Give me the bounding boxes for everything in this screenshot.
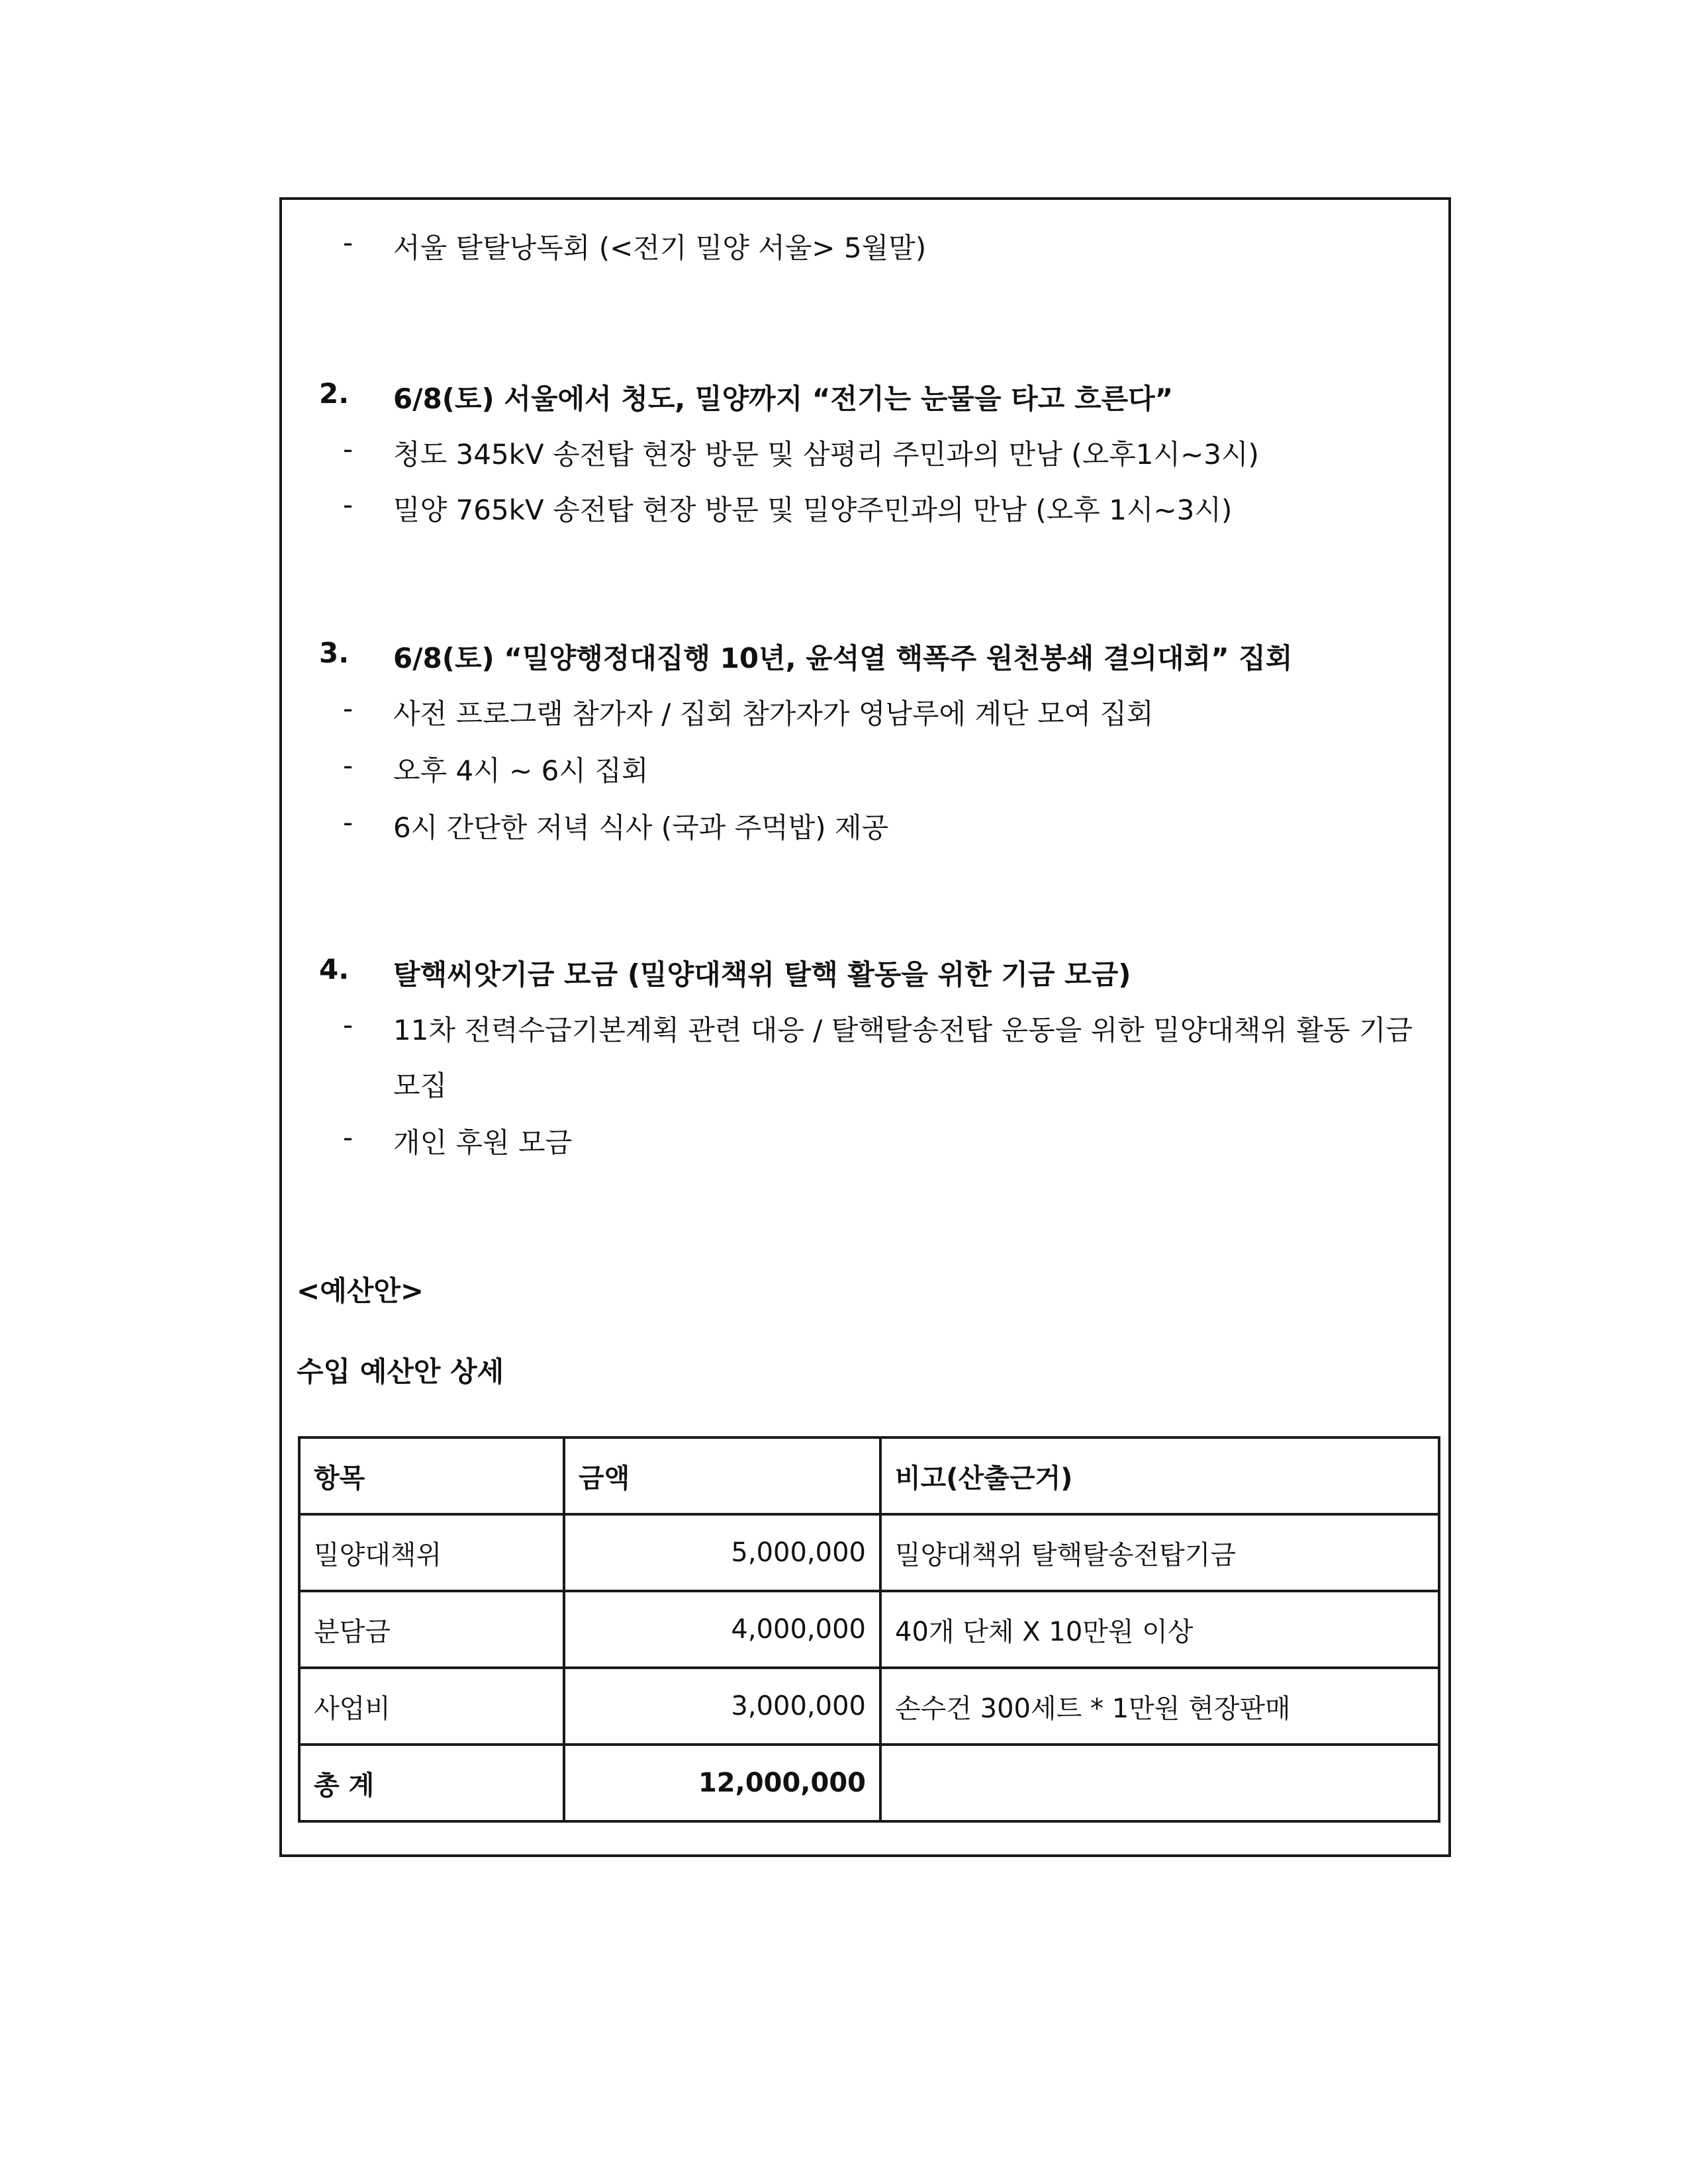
list-item: 밀양 765kV 송전탑 현장 방문 및 밀양주민과의 만남 (오후 1시~3시) <box>393 494 1233 526</box>
budget-subheading: 수입 예산안 상세 <box>297 1355 504 1388</box>
bullet-dash: - <box>343 1121 353 1154</box>
header-amount: 금액 <box>564 1437 880 1514</box>
list-item-continued: 모집 <box>393 1069 447 1102</box>
section-number: 4. <box>319 953 350 985</box>
header-note: 비고(산출근거) <box>880 1437 1439 1514</box>
cell-item: 분담금 <box>299 1591 564 1668</box>
table-header-row <box>299 1437 1439 1514</box>
document-frame <box>279 197 1451 1857</box>
list-item: 사전 프로그램 참가자 / 집회 참가자가 영남루에 계단 모여 집회 <box>393 698 1154 730</box>
table-total-row <box>299 1745 1439 1821</box>
section-title: 탈핵씨앗기금 모금 (밀양대책위 탈핵 활동을 위한 기금 모금) <box>393 958 1131 991</box>
budget-heading: <예산안> <box>297 1275 424 1307</box>
cell-item: 사업비 <box>299 1668 564 1745</box>
cell-note: 밀양대책위 탈핵탈송전탑기금 <box>880 1514 1439 1591</box>
list-item: 청도 345kV 송전탑 현장 방문 및 삼평리 주민과의 만남 (오후1시~3시) <box>393 438 1259 471</box>
bullet-dash: - <box>343 226 353 259</box>
bullet-dash: - <box>343 749 353 782</box>
cell-item: 밀양대책위 <box>299 1514 564 1591</box>
list-item: 6시 간단한 저녁 식사 (국과 주먹밥) 제공 <box>393 811 889 844</box>
list-item: 개인 후원 모금 <box>393 1126 573 1159</box>
cell-note: 손수건 300세트 * 1만원 현장판매 <box>880 1668 1439 1745</box>
cell-amount: 3,000,000 <box>564 1668 880 1745</box>
total-label: 총 계 <box>299 1745 564 1821</box>
bullet-dash: - <box>343 1009 353 1041</box>
bullet-dash: - <box>343 692 353 725</box>
table-row <box>299 1514 1439 1591</box>
cell-amount: 5,000,000 <box>564 1514 880 1591</box>
cell-amount: 4,000,000 <box>564 1591 880 1668</box>
list-item: 11차 전력수급기본계획 관련 대응 / 탈핵탈송전탑 운동을 위한 밀양대책위 활동 기금 <box>393 1014 1413 1046</box>
table-row <box>299 1591 1439 1668</box>
section-title: 6/8(토) “밀양행정대집행 10년, 윤석열 핵폭주 원천봉쇄 결의대회” 집회 <box>393 642 1293 674</box>
total-amount: 12,000,000 <box>564 1745 880 1821</box>
bullet-dash: - <box>343 433 353 465</box>
header-item: 항목 <box>299 1437 564 1514</box>
bullet-dash: - <box>343 488 353 521</box>
total-note <box>880 1745 1439 1821</box>
bullet-dash: - <box>343 806 353 839</box>
list-item: 오후 4시 ~ 6시 집회 <box>393 754 649 787</box>
table-row <box>299 1668 1439 1745</box>
section-number: 2. <box>319 377 350 410</box>
section-number: 3. <box>319 637 350 669</box>
section-title: 6/8(토) 서울에서 청도, 밀양까지 “전기는 눈물을 타고 흐른다” <box>393 383 1174 415</box>
cell-note: 40개 단체 X 10만원 이상 <box>880 1591 1439 1668</box>
budget-table <box>298 1436 1440 1823</box>
intro-item: 서울 탈탈낭독회 (<전기 밀양 서울> 5월말) <box>393 232 927 264</box>
